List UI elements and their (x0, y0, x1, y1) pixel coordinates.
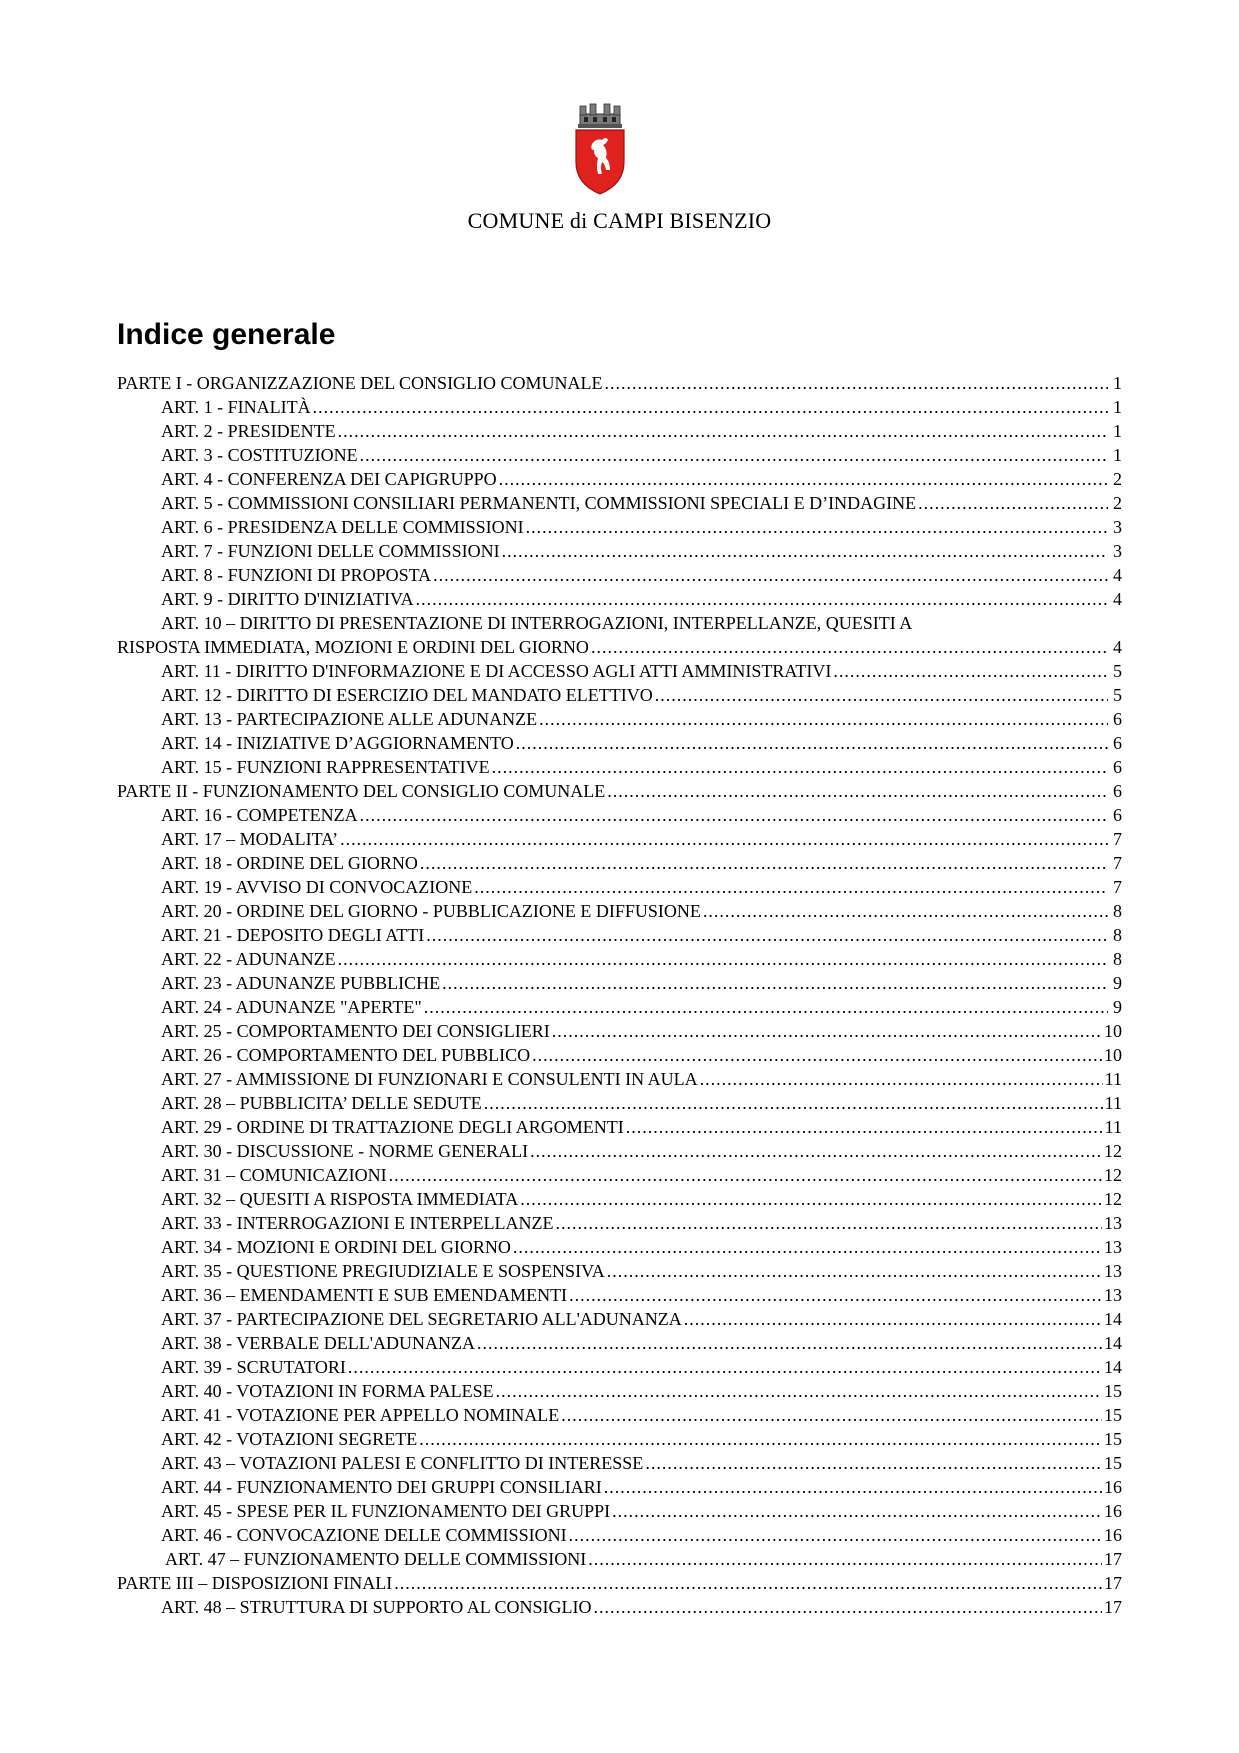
toc-page-number: 6 (1113, 709, 1122, 729)
toc-dot-leader (700, 1067, 1103, 1091)
toc-article-entry[interactable] (117, 755, 1122, 779)
toc-entry-label: ART. 30 - DISCUSSIONE - NORME GENERALI (161, 1141, 529, 1161)
toc-entry-label: ART. 44 - FUNZIONAMENTO DEI GRUPPI CONSILIARI (161, 1477, 602, 1497)
toc-dot-leader (588, 1547, 1102, 1571)
toc-article-entry-continued[interactable] (117, 635, 1122, 659)
toc-page-number: 4 (1113, 565, 1122, 585)
toc-page-number: 15 (1104, 1381, 1122, 1401)
toc-article-entry[interactable] (117, 1355, 1122, 1379)
toc-dot-leader (338, 419, 1108, 443)
toc-part-entry[interactable] (117, 371, 1122, 395)
toc-entry-label: ART. 15 - FUNZIONI RAPPRESENTATIVE (161, 757, 490, 777)
toc-dot-leader (360, 803, 1108, 827)
toc-article-entry[interactable] (117, 1595, 1122, 1619)
toc-page-number: 7 (1113, 829, 1122, 849)
toc-page-number: 11 (1104, 1117, 1122, 1137)
toc-entry-label: ART. 18 - ORDINE DEL GIORNO (161, 853, 418, 873)
toc-page-number: 14 (1104, 1333, 1122, 1353)
toc-article-entry[interactable] (117, 947, 1122, 971)
toc-page-number: 14 (1104, 1357, 1122, 1377)
toc-entry-label: ART. 39 - SCRUTATORI (161, 1357, 346, 1377)
toc-article-entry[interactable] (117, 587, 1122, 611)
toc-page-number: 1 (1113, 421, 1122, 441)
toc-article-entry[interactable] (117, 1043, 1122, 1067)
toc-article-entry[interactable] (117, 539, 1122, 563)
toc-dot-leader (552, 1019, 1102, 1043)
toc-dot-leader (338, 947, 1108, 971)
toc-dot-leader (645, 1451, 1102, 1475)
toc-entry-label: ART. 24 - ADUNANZE "APERTE" (161, 997, 422, 1017)
toc-entry-label: ART. 38 - VERBALE DELL'ADUNANZA (161, 1333, 475, 1353)
toc-page-number: 9 (1113, 997, 1122, 1017)
toc-article-entry[interactable] (117, 971, 1122, 995)
toc-dot-leader (477, 1331, 1102, 1355)
toc-article-entry[interactable] (117, 827, 1122, 851)
toc-article-entry[interactable] (117, 1427, 1122, 1451)
toc-article-entry[interactable] (117, 1115, 1122, 1139)
toc-entry-label: ART. 23 - ADUNANZE PUBBLICHE (161, 973, 441, 993)
toc-entry-label: ART. 31 – COMUNICAZIONI (161, 1165, 387, 1185)
toc-dot-leader (502, 539, 1108, 563)
toc-article-entry[interactable] (117, 1523, 1122, 1547)
toc-entry-label: ART. 47 – FUNZIONAMENTO DELLE COMMISSIONI (165, 1549, 587, 1569)
toc-entry-label: ART. 45 - SPESE PER IL FUNZIONAMENTO DEI GRUPPI (161, 1501, 611, 1521)
toc-page-number: 12 (1104, 1189, 1122, 1209)
toc-article-entry[interactable] (117, 1475, 1122, 1499)
toc-article-entry[interactable] (117, 1019, 1122, 1043)
toc-entry-label: PARTE II - FUNZIONAMENTO DEL CONSIGLIO COMUNALE (117, 781, 606, 801)
toc-entry-label: ART. 27 - AMMISSIONE DI FUNZIONARI E CONSULENTI IN AULA (161, 1069, 698, 1089)
toc-article-entry[interactable] (117, 1499, 1122, 1523)
toc-dot-leader (684, 1307, 1102, 1331)
toc-entry-label: ART. 11 - DIRITTO D'INFORMAZIONE E DI ACCESSO AGLI ATTI AMMINISTRATIVI (161, 661, 832, 681)
toc-entry-label: ART. 10 – DIRITTO DI PRESENTAZIONE DI INTERROGAZIONI, INTERPELLANZE, QUESITI A (161, 613, 913, 633)
index-title: Indice generale (117, 318, 336, 351)
toc-dot-leader (496, 1379, 1102, 1403)
toc-dot-leader (612, 1499, 1102, 1523)
toc-page-number: 7 (1113, 877, 1122, 897)
toc-entry-label: ART. 12 - DIRITTO DI ESERCIZIO DEL MANDATO ELETTIVO (161, 685, 653, 705)
toc-article-entry[interactable] (117, 443, 1122, 467)
toc-dot-leader (442, 971, 1108, 995)
toc-dot-leader (530, 1139, 1102, 1163)
toc-dot-leader (516, 731, 1108, 755)
municipality-name: COMUNE di CAMPI BISENZIO (467, 208, 772, 233)
toc-dot-leader (499, 467, 1108, 491)
toc-article-entry[interactable] (117, 1331, 1122, 1355)
toc-dot-leader (607, 779, 1108, 803)
toc-dot-leader (591, 635, 1108, 659)
toc-page-number: 11 (1104, 1093, 1122, 1113)
toc-dot-leader (604, 1475, 1102, 1499)
toc-entry-label: ART. 9 - DIRITTO D'INIZIATIVA (161, 589, 414, 609)
toc-entry-label: ART. 42 - VOTAZIONI SEGRETE (161, 1429, 418, 1449)
toc-dot-leader (569, 1283, 1102, 1307)
toc-page-number: 9 (1113, 973, 1122, 993)
toc-article-entry[interactable] (117, 1307, 1122, 1331)
toc-entry-label: ART. 41 - VOTAZIONE PER APPELLO NOMINALE (161, 1405, 560, 1425)
toc-page-number: 16 (1104, 1525, 1122, 1545)
toc-entry-label: ART. 33 - INTERROGAZIONI E INTERPELLANZE (161, 1213, 554, 1233)
toc-entry-label: ART. 2 - PRESIDENTE (161, 421, 336, 441)
toc-page-number: 5 (1113, 685, 1122, 705)
toc-dot-leader (561, 1403, 1102, 1427)
toc-page-number: 13 (1104, 1213, 1122, 1233)
toc-page-number: 16 (1104, 1501, 1122, 1521)
toc-article-entry[interactable] (117, 419, 1122, 443)
toc-dot-leader (833, 659, 1108, 683)
toc-page-number: 17 (1104, 1573, 1122, 1593)
toc-article-entry[interactable] (117, 1451, 1122, 1475)
toc-article-entry[interactable] (117, 683, 1122, 707)
toc-entry-label: ART. 43 – VOTAZIONI PALESI E CONFLITTO DI INTERESSE (161, 1453, 644, 1473)
toc-article-entry[interactable] (117, 731, 1122, 755)
toc-article-entry[interactable] (117, 611, 1122, 635)
toc-article-entry[interactable] (117, 491, 1122, 515)
toc-dot-leader (433, 563, 1108, 587)
toc-entry-label: ART. 14 - INIZIATIVE D’AGGIORNAMENTO (161, 733, 514, 753)
toc-entry-label: ART. 7 - FUNZIONI DELLE COMMISSIONI (161, 541, 500, 561)
toc-entry-label: ART. 46 - CONVOCAZIONE DELLE COMMISSIONI (161, 1525, 567, 1545)
toc-article-entry[interactable] (117, 1067, 1122, 1091)
toc-dot-leader (474, 875, 1108, 899)
toc-entry-label: ART. 36 – EMENDAMENTI E SUB EMENDAMENTI (161, 1285, 568, 1305)
toc-article-entry[interactable] (117, 1379, 1122, 1403)
toc-page-number: 15 (1104, 1429, 1122, 1449)
toc-entry-label: ART. 28 – PUBBLICITA’ DELLE SEDUTE (161, 1093, 482, 1113)
toc-article-entry[interactable] (117, 563, 1122, 587)
toc-dot-leader (348, 1355, 1102, 1379)
toc-page-number: 6 (1113, 757, 1122, 777)
toc-article-entry[interactable] (117, 875, 1122, 899)
toc-page-number: 1 (1113, 445, 1122, 465)
toc-article-entry[interactable] (117, 1235, 1122, 1259)
toc-article-entry[interactable] (117, 923, 1122, 947)
toc-dot-leader (394, 1571, 1102, 1595)
toc-dot-leader (340, 827, 1108, 851)
toc-dot-leader (655, 683, 1108, 707)
toc-entry-label: ART. 40 - VOTAZIONI IN FORMA PALESE (161, 1381, 494, 1401)
toc-entry-label: ART. 6 - PRESIDENZA DELLE COMMISSIONI (161, 517, 524, 537)
toc-dot-leader (419, 1427, 1102, 1451)
toc-article-entry[interactable] (117, 1163, 1122, 1187)
toc-entry-label: ART. 5 - COMMISSIONI CONSILIARI PERMANENTI, COMMISSIONI SPECIALI E D’INDAGINE (161, 493, 917, 513)
toc-entry-label: ART. 1 - FINALITÀ (161, 397, 311, 417)
toc-page-number: 12 (1104, 1165, 1122, 1185)
toc-page-number: 8 (1113, 901, 1122, 921)
crown-icon (578, 104, 622, 128)
toc-dot-leader (569, 1523, 1102, 1547)
toc-page-number: 1 (1113, 397, 1122, 417)
toc-article-entry[interactable] (117, 803, 1122, 827)
toc-dot-leader (389, 1163, 1102, 1187)
toc-article-entry[interactable] (117, 395, 1122, 419)
toc-entry-label: PARTE I - ORGANIZZAZIONE DEL CONSIGLIO COMUNALE (117, 373, 603, 393)
toc-entry-label: ART. 29 - ORDINE DI TRATTAZIONE DEGLI ARGOMENTI (161, 1117, 624, 1137)
toc-entry-label: ART. 8 - FUNZIONI DI PROPOSTA (161, 565, 432, 585)
toc-dot-leader (513, 1235, 1102, 1259)
toc-page-number: 17 (1104, 1597, 1122, 1617)
coat-of-arms-icon (570, 100, 630, 196)
toc-page-number: 13 (1104, 1285, 1122, 1305)
toc-page-number: 3 (1113, 517, 1122, 537)
toc-entry-label: ART. 21 - DEPOSITO DEGLI ATTI (161, 925, 425, 945)
toc-part-entry[interactable] (117, 1571, 1122, 1595)
toc-page-number: 2 (1113, 469, 1122, 489)
toc-article-entry[interactable] (117, 851, 1122, 875)
toc-dot-leader (556, 1211, 1102, 1235)
toc-entry-label: RISPOSTA IMMEDIATA, MOZIONI E ORDINI DEL GIORNO (117, 637, 589, 657)
toc-page-number: 16 (1104, 1477, 1122, 1497)
toc-page-number: 15 (1104, 1453, 1122, 1473)
toc-dot-leader (607, 1259, 1102, 1283)
toc-entry-label: ART. 17 – MODALITA’ (161, 829, 339, 849)
toc-part-entry[interactable] (117, 779, 1122, 803)
toc-page-number: 6 (1113, 733, 1122, 753)
toc-article-entry[interactable] (117, 515, 1122, 539)
toc-page-number: 1 (1113, 373, 1122, 393)
toc-dot-leader (594, 1595, 1102, 1619)
toc-article-entry[interactable] (117, 659, 1122, 683)
toc-page-number: 2 (1113, 493, 1122, 513)
toc-dot-leader (626, 1115, 1103, 1139)
toc-dot-leader (360, 443, 1108, 467)
toc-entry-label: PARTE III – DISPOSIZIONI FINALI (117, 1573, 393, 1593)
toc-entry-label: ART. 3 - COSTITUZIONE (161, 445, 358, 465)
toc-page-number: 13 (1104, 1261, 1122, 1281)
toc-article-entry[interactable] (117, 467, 1122, 491)
toc-dot-leader (526, 515, 1108, 539)
toc-page-number: 11 (1104, 1069, 1122, 1089)
toc-dot-leader (426, 923, 1108, 947)
toc-article-entry[interactable] (117, 899, 1122, 923)
toc-entry-label: ART. 34 - MOZIONI E ORDINI DEL GIORNO (161, 1237, 511, 1257)
toc-article-entry[interactable] (117, 707, 1122, 731)
toc-entry-label: ART. 16 - COMPETENZA (161, 805, 358, 825)
toc-entry-label: ART. 13 - PARTECIPAZIONE ALLE ADUNANZE (161, 709, 538, 729)
toc-page-number: 7 (1113, 853, 1122, 873)
toc-page-number: 8 (1113, 925, 1122, 945)
toc-entry-label: ART. 32 – QUESITI A RISPOSTA IMMEDIATA (161, 1189, 519, 1209)
table-of-contents (117, 371, 1122, 1619)
toc-dot-leader (416, 587, 1108, 611)
toc-page-number: 4 (1113, 589, 1122, 609)
toc-dot-leader (918, 491, 1108, 515)
toc-entry-label: ART. 48 – STRUTTURA DI SUPPORTO AL CONSIGLIO (161, 1597, 592, 1617)
toc-page-number: 10 (1104, 1045, 1122, 1065)
toc-article-entry[interactable] (117, 1259, 1122, 1283)
toc-article-entry[interactable] (117, 1211, 1122, 1235)
toc-dot-leader (420, 851, 1108, 875)
toc-dot-leader (484, 1091, 1103, 1115)
toc-entry-label: ART. 37 - PARTECIPAZIONE DEL SEGRETARIO ALL'ADUNANZA (161, 1309, 682, 1329)
toc-page-number: 12 (1104, 1141, 1122, 1161)
toc-entry-label: ART. 19 - AVVISO DI CONVOCAZIONE (161, 877, 473, 897)
toc-dot-leader (703, 899, 1108, 923)
toc-entry-label: ART. 22 - ADUNANZE (161, 949, 336, 969)
toc-page-number: 14 (1104, 1309, 1122, 1329)
toc-dot-leader (539, 707, 1108, 731)
toc-dot-leader (424, 995, 1108, 1019)
toc-entry-label: ART. 35 - QUESTIONE PREGIUDIZIALE E SOSPENSIVA (161, 1261, 605, 1281)
toc-page-number: 13 (1104, 1237, 1122, 1257)
toc-dot-leader (520, 1187, 1102, 1211)
toc-article-entry[interactable] (117, 1091, 1122, 1115)
toc-article-entry[interactable] (117, 1139, 1122, 1163)
toc-page-number: 6 (1113, 781, 1122, 801)
toc-entry-label: ART. 4 - CONFERENZA DEI CAPIGRUPPO (161, 469, 497, 489)
toc-page-number: 6 (1113, 805, 1122, 825)
toc-article-entry[interactable] (117, 1547, 1122, 1571)
toc-article-entry[interactable] (117, 1283, 1122, 1307)
toc-page-number: 10 (1104, 1021, 1122, 1041)
toc-dot-leader (313, 395, 1108, 419)
toc-entry-label: ART. 25 - COMPORTAMENTO DEI CONSIGLIERI (161, 1021, 550, 1041)
toc-page-number: 8 (1113, 949, 1122, 969)
toc-dot-leader (492, 755, 1108, 779)
toc-page-number: 3 (1113, 541, 1122, 561)
toc-dot-leader (532, 1043, 1102, 1067)
toc-page-number: 15 (1104, 1405, 1122, 1425)
toc-page-number: 5 (1113, 661, 1122, 681)
toc-entry-label: ART. 20 - ORDINE DEL GIORNO - PUBBLICAZIONE E DIFFUSIONE (161, 901, 701, 921)
toc-article-entry[interactable] (117, 995, 1122, 1019)
toc-dot-leader (605, 371, 1108, 395)
toc-page-number: 17 (1104, 1549, 1122, 1569)
toc-article-entry[interactable] (117, 1403, 1122, 1427)
toc-page-number: 4 (1113, 637, 1122, 657)
toc-article-entry[interactable] (117, 1187, 1122, 1211)
toc-entry-label: ART. 26 - COMPORTAMENTO DEL PUBBLICO (161, 1045, 531, 1065)
